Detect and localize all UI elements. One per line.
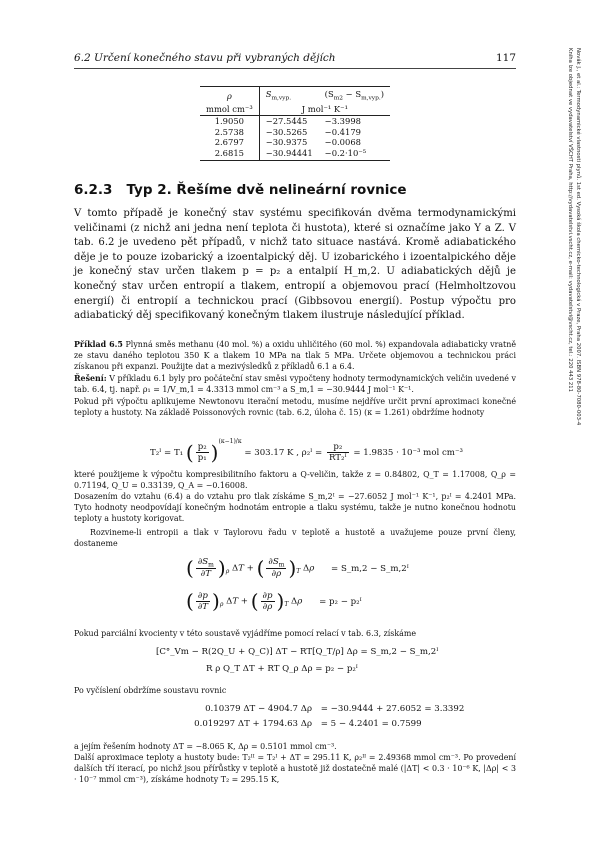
- running-header: [74, 48, 516, 69]
- table-head-density: ρ: [226, 91, 232, 102]
- taylor-equation-1: ( $\frac{\partial S_m}{\partial T}$ )$_\rho$ ΔT + ( $\frac{\partial S_m}{\partial\rho}$ )$_T$ Δρ = S_m,2 − S_m,2ᴵ: [186, 556, 409, 580]
- relation-equation-1: [C°_Vm − R(2Q_U + Q_C)] ΔT − RT[Q_T/ρ] Δρ = S_m,2 − S_m,2ᴵ: [156, 647, 439, 657]
- numeric-equation-1: 0.10379 ΔT − 4904.7 Δρ = −30.9444 + 27.6052 = 3.3392: [205, 704, 465, 714]
- example-text: Plynná směs methanu (40 mol. %) a oxidu uhličitého (60 mol. %) expandovala adiabaticky vratně ze stavu daného teplotou 350 K a tlakem 10 MPa na tlak 5 MPa. Určete objemovou a technickou práci získanou při expanzi. Použijte dat a mezivýsledků z příkladů 6.1 a 6.4.: [74, 340, 516, 372]
- section-title: Typ 2. Řešíme dvě nelineární rovnice: [126, 182, 407, 198]
- substitution-text: Dosazením do vztahu (6.4) a do vztahu pro tlak získáme S_m,2ᴵ = −27.6052 J mol⁻¹ K⁻¹, p₂ᴵ = 4.2401 MPa. Tyto hodnoty neodpovídají konečným hodnotám entropie a tlaku systému, takže je nutno konečnou hodnotu teploty a hustoty korigovat.: [74, 492, 516, 524]
- solution-result: a jejím řešením hodnoty ΔT = −8.065 K, Δρ = 0.5101 mmol cm⁻³.: [74, 742, 337, 751]
- section-heading: [74, 182, 407, 198]
- citation-line-2: Kniha lze objednat ve vydavatelství VŠCHT Praha, http://vydavatelstvi.vscht.cz, e-mail: vydavatelstvi@vscht.cz, tel.: 220 443 211: [567, 48, 573, 393]
- taylor-equation-2: ( $\frac{\partial p}{\partial T}$ )$_\rho$ ΔT + ( $\frac{\partial p}{\partial\rho}$ )$_T$ Δρ = p₂ − p₂ᴵ: [186, 589, 362, 613]
- table-head-diff: $(S_{m2} - S_{m,vyp.})$: [319, 87, 390, 105]
- numeric-equation-2: 0.019297 ΔT + 1794.63 Δρ = 5 − 4.2401 = 0.7599: [194, 719, 422, 729]
- table-row: 2.6815 −30.94441 −0.2·10⁻⁵: [200, 148, 390, 161]
- table-head-sm-vyp: $S_{m,vyp.}$: [259, 87, 318, 105]
- section-number: 6.2.3: [74, 182, 113, 198]
- table-unit-density: mmol cm⁻³: [200, 104, 259, 116]
- table-row: 1.9050 −27.5445 −3.3998: [200, 116, 390, 127]
- next-approximation-text: Další aproximace teploty a hustoty bude: T₂ᴵᴵ = T₂ᴵ + ΔT = 295.11 K, ρ₂ᴵᴵ = 2.49368 mmol cm⁻³. Po provedení dalších tří iterací, po nichž jsou přírůstky v teplotě a hustotě již dostatečně malé (|ΔT| < 0.3 · 10⁻⁶ K, |Δρ| < 3 · 10⁻⁷ mmol cm⁻³), získáme hodnoty T₂ = 295.15 K,: [74, 753, 516, 785]
- taylor-text: Rozvineme-li entropii a tlak v Taylorovu řadu v teplotě a hustotě a uvažujeme pouze první členy, dostaneme: [74, 528, 516, 549]
- citation-line-1: Novák J., et al.: Termodynamické vlastnosti plynů. 1st ed. Vysoká škola chemicko-technologická v Praze, Praha 2007. ISBN 978-80-7080-003-4: [575, 48, 581, 426]
- table-row: 2.6797 −30.9375 −0.0068: [200, 137, 390, 147]
- example-label: Příklad 6.5: [74, 340, 123, 349]
- header-section-title: 6.2 Určení konečného stavu při vybraných dějích: [74, 52, 336, 64]
- evaluation-text: Po vyčíslení obdržíme soustavu rovnic: [74, 686, 227, 695]
- table-unit-entropy: J mol⁻¹ K⁻¹: [259, 104, 390, 116]
- entropy-table: [200, 86, 390, 161]
- page-number: 117: [495, 52, 516, 64]
- relation-equation-2: R ρ Q_T ΔT + RT Q_ρ Δρ = p₂ − p₂ᴵ: [206, 664, 358, 674]
- solution-text-2: Pokud při výpočtu aplikujeme Newtonovu iterační metodu, musíme nejdříve určit první aproximaci konečné teploty a hustoty. Na základě Poissonových rovnic (tab. 6.2, úloha č. 15) (κ = 1.261) obdržíme hodnoty: [74, 397, 516, 418]
- citation-sidebar: [560, 48, 582, 688]
- intro-paragraph: V tomto případě je konečný stav systému specifikován dvěma termodynamickými veličinami (z nichž ani jedna není teplota či hustota), které si označíme jako Y a Z. V tab. 6.2 je uvedeno pět případů, v nichž tato situace nastává. Kromě adiabatického děje je to pouze izobarický a izoentalpický děj. U izobarického i izoentalpického děje je konečný stav určen tlakem p = p₂ a entalpií H_m,2. U adiabatických dějů je konečný stav určen entropií a tlakem, entropií a objemovou prací (Helmholtzovou energií) či entropií a technickou prací (Gibbsovou energií). Postup výpočtu pro adiabatický děj specifikovaný konečným tlakem ilustruje následující příklad.: [74, 208, 516, 322]
- q-values-text: které použijeme k výpočtu kompresibilitního faktoru a Q-veličin, takže z = 0.84802, Q_T = 1.17008, Q_ρ = 0.71194, Q_U = 0.33139, Q_A = −0.16008.: [74, 470, 516, 491]
- example-block: [74, 339, 516, 372]
- table-row: 2.5738 −30.5265 −0.4179: [200, 127, 390, 137]
- poisson-equation: T₂ᴵ = T₁ ( $\frac{\text{p₂}}{\text{p₁}}$ )$^{(\kappa-1)/\kappa}$ = 303.17 K , ρ₂ᴵ = $\frac{\text{p₂}}{\text{RT₂ᴵ}}$ = 1.9835 · 10⁻³ mol cm⁻³: [150, 438, 463, 465]
- solution-block: [74, 373, 516, 395]
- solution-label: Řešení:: [74, 374, 107, 383]
- quotient-text: Pokud parciální kvocienty v této soustavě vyjádříme pomocí relací v tab. 6.3, získáme: [74, 629, 416, 638]
- solution-text: V příkladu 6.1 byly pro počáteční stav směsi vypočteny hodnoty termodynamických veličin uvedené v tab. 6.4, tj. např. ρ₁ = 1/V_m,1 = 4.3313 mmol cm⁻³ a S_m,1 = −30.9444 J mol⁻¹ K⁻¹.: [74, 374, 516, 395]
